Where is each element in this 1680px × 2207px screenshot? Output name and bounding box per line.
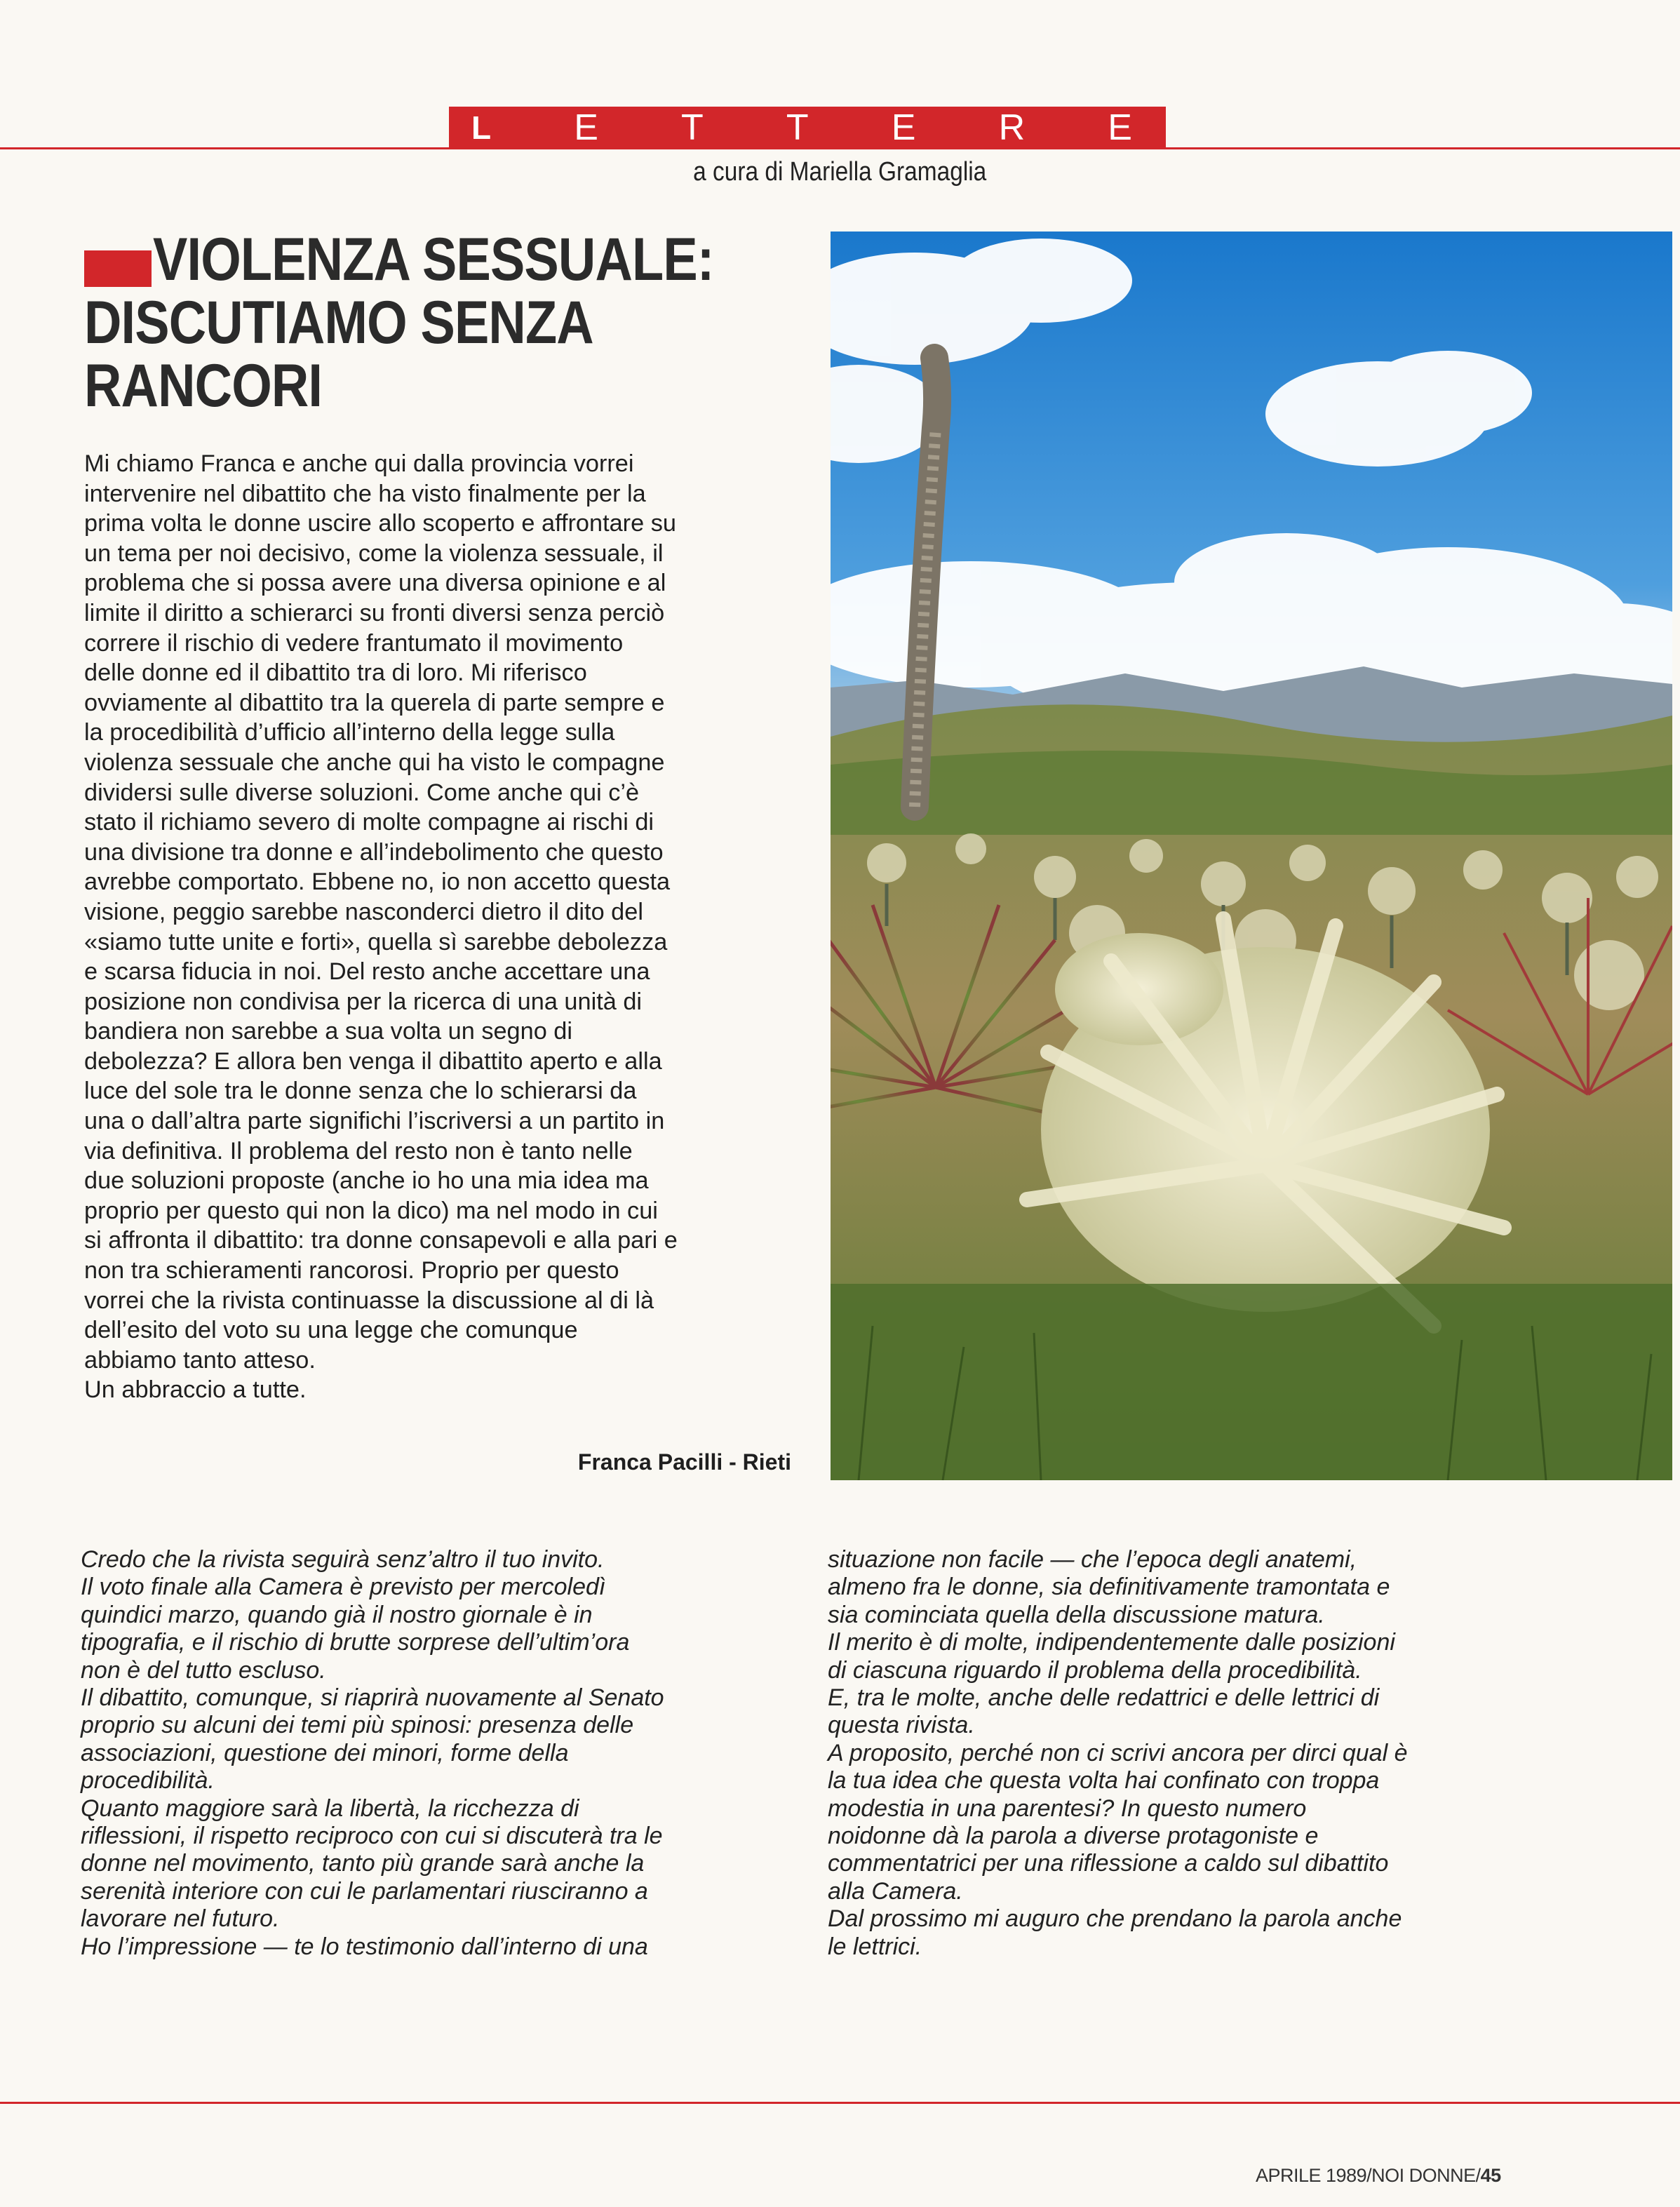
editor-reply-left-column: Credo che la rivista seguirà senz’altro il tuo invito. Il voto finale alla Camera è previsto per mercoledì quindici marzo, quando già il nostro giornale è in tipografia, e il rischio di brutte sorprese dell’ultim’ora non è del tutto escluso. Il dibattito, comunque, si riaprirà nuovamente al Senato proprio su alcuni dei temi più spinosi: presenza delle associazioni, questione dei minori, forme della procedibilità. Quanto maggiore sarà la libertà, la ricchezza di riflessioni, il rispetto reciproco con cui si discuterà tra le donne nel movimento, tanto più grande sarà anche la serenità interiore con cui le parlamentari riusciranno a lavorare nel futuro. Ho l’impressione — te lo testimonio dall’interno di una: [81, 1546, 664, 1960]
page-number: 45: [1480, 2165, 1501, 2186]
curator-credit: a cura di Mariella Gramaglia: [693, 157, 987, 187]
page-footer: [1256, 2165, 1550, 2187]
section-banner-lettere: [449, 107, 1166, 149]
banner-letter: R: [998, 107, 1026, 148]
banner-letter: T: [681, 107, 704, 148]
headline-block: [84, 226, 821, 420]
editor-reply-right-column: situazione non facile — che l’epoca degli anatemi, almeno fra le donne, sia definitivamente tramontata e sia cominciata quella della discussione matura. Il merito è di molte, indipendentemente dalle posizioni di ciascuna riguardo il problema della procedibilità. E, tra le molte, anche delle redattrici e delle lettrici di questa rivista. A proposito, perché non ci scrivi ancora per dirci qual è la tua idea che questa volta hai confinato con troppa modestia in una parentesi? In questo numero noidonne dà la parola a diverse protagoniste e commentatrici per una riflessione a caldo sul dibattito alla Camera. Dal prossimo mi auguro che prendano la parola anche le lettrici.: [828, 1546, 1408, 1960]
reader-letter-text: Mi chiamo Franca e anche qui dalla provincia vorrei intervenire nel dibattito che ha visto finalmente per la prima volta le donne uscire allo scoperto e affrontare su un tema per noi decisivo, come la violenza sessuale, il problema che si possa avere una diversa opinione e al limite il diritto a schierarci su fronti diversi senza perciò correre il rischio di vedere frantumato il movimento delle donne ed il dibattito tra di loro. Mi riferisco ovviamente al dibattito tra la querela di parte sempre e la procedibilità d’ufficio all’interno della legge sulla violenza sessuale che anche qui ha visto le compagne dividersi sulle diverse soluzioni. Come anche qui c’è stato il richiamo severo di molte compagne ai rischi di una divisione tra donne e all’indebolimento che questo avrebbe comportato. Ebbene no, io non accetto questa visione, peggio sarebbe nasconderci dietro il dito del «siamo tutte unite e forti», quella sì sarebbe debolezza e scarsa fiducia in noi. Del resto anche accettare una posizione non condivisa per la ricerca di una unità di bandiera non sarebbe a sua volta un segno di debolezza? E allora ben venga il dibattito aperto e alla luce del sole tra le donne senza che lo schierarsi da una o dall’altra parte significhi l’iscriversi a un partito in via definitiva. Il problema del resto non è tanto nelle due soluzioni proposte (anche io ho una mia idea ma proprio per questo qui non la dico) ma nel modo in cui si affronta il dibattito: tra donne consapevoli e alla pari e non tra schieramenti rancorosi. Proprio per questo vorrei che la rivista continuasse la discussione al di là dell’esito del voto su una legge che comunque abbiamo tanto atteso. Un abbraccio a tutte.: [84, 450, 678, 1404]
issue-label: APRILE 1989/NOI DONNE/: [1256, 2165, 1481, 2186]
banner-letter: E: [574, 107, 598, 148]
banner-letter: E: [891, 107, 916, 148]
bottom-red-rule: [0, 2102, 1680, 2104]
letter-signature: Franca Pacilli - Rieti: [577, 1449, 791, 1475]
landscape-photo: [831, 232, 1672, 1480]
page-title: VIOLENZA SESSUALE: DISCUTIAMO SENZA RANCORI: [84, 226, 714, 420]
banner-letter: T: [786, 107, 809, 148]
banner-letter: L: [471, 109, 492, 146]
banner-letter: E: [1108, 107, 1132, 148]
